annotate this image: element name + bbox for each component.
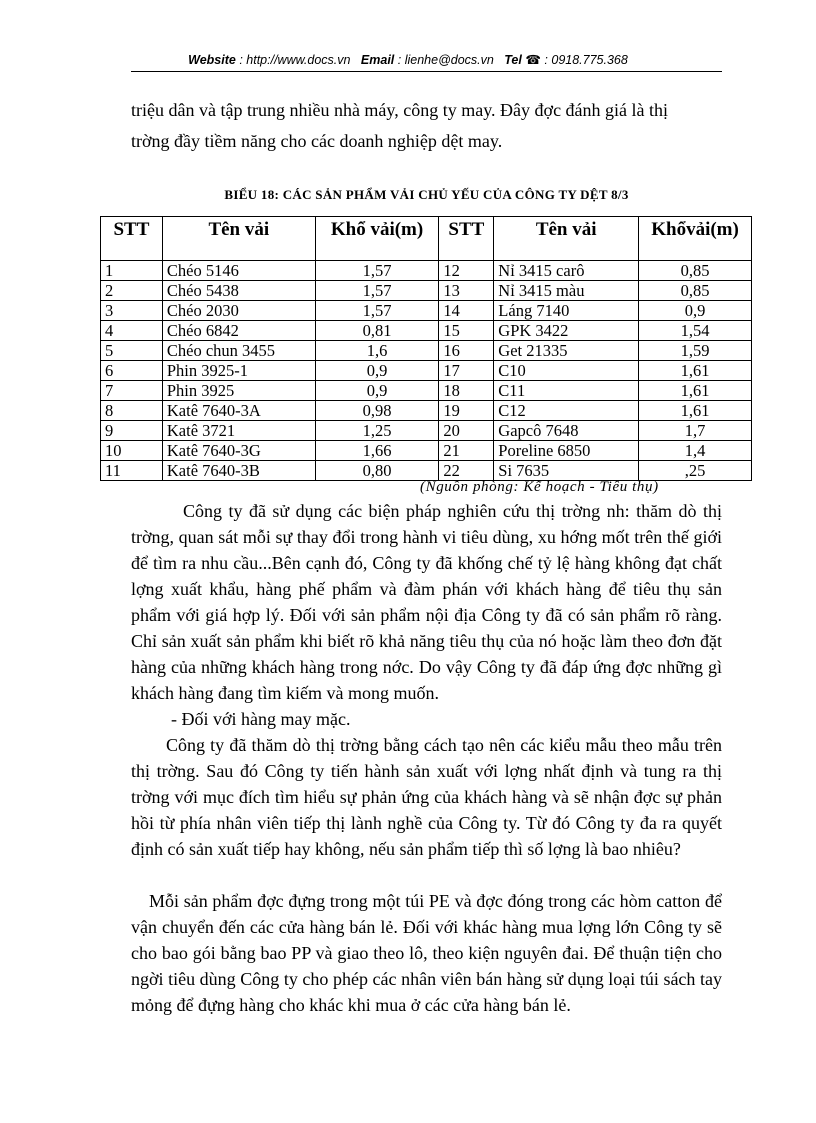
cell-fabric-name: Chéo 2030 [162,301,315,321]
table-row [101,281,752,301]
cell-width-2: 1,7 [639,421,752,441]
cell-fabric-name-2: Láng 7140 [494,301,639,321]
table-row [101,381,752,401]
cell-fabric-name-2: Gapcô 7648 [494,421,639,441]
cell-stt: 1 [101,261,163,281]
table-row [101,421,752,441]
cell-stt: 7 [101,381,163,401]
cell-width: 1,57 [315,301,439,321]
cell-fabric-name: Chéo 5438 [162,281,315,301]
col-header-width-2: Khổvải(m) [639,217,752,261]
table-row [101,261,752,281]
cell-stt: 8 [101,401,163,421]
cell-width-2: 1,61 [639,381,752,401]
cell-stt-2: 17 [439,361,494,381]
cell-stt-2: 22 [439,461,494,481]
cell-stt-2: 13 [439,281,494,301]
cell-stt-2: 12 [439,261,494,281]
cell-fabric-name: Phin 3925 [162,381,315,401]
fabric-products-table [100,216,752,481]
table-header-row [101,217,752,261]
body-paragraph-market-testing: Công ty đã thăm dò thị trờng bằng cách tạo nên các kiểu mẫu theo mẫu trên thị trờng. Sau đó Công ty tiến hành sản xuất với lợng nhất định và tung ra thị trờng với mục đích tìm hiểu sự phản ứng của khách hàng và sẽ nhận đợc sự phản hồi từ phía nhân viên tiếp thị lành nghề của Công ty. Từ đó Công ty đa ra quyết định có sản xuất tiếp hay không, nếu sản phẩm tiếp thì số lợng là bao nhiêu? [131,735,722,859]
email-label: Email [360,53,395,67]
cell-width-2: 1,4 [639,441,752,461]
cell-stt: 4 [101,321,163,341]
table-row [101,401,752,421]
cell-width: 0,98 [315,401,439,421]
table-row [101,321,752,341]
col-header-fabric-name-2: Tên vải [494,217,639,261]
cell-stt: 9 [101,421,163,441]
cell-fabric-name: Katê 3721 [162,421,315,441]
table-row [101,301,752,321]
col-header-fabric-name: Tên vải [162,217,315,261]
cell-fabric-name-2: C11 [494,381,639,401]
intro-line-1: triệu dân và tập trung nhiều nhà máy, công ty may. Đây đợc đánh giá là thị [131,100,669,120]
website-label: Website [188,53,236,67]
cell-fabric-name-2: Poreline 6850 [494,441,639,461]
cell-width-2: 0,85 [639,281,752,301]
cell-width: 1,6 [315,341,439,361]
cell-width: 1,57 [315,281,439,301]
cell-stt-2: 14 [439,301,494,321]
tel-value: : 0918.775.368 [544,53,628,67]
cell-fabric-name-2: Nỉ 3415 carô [494,261,639,281]
cell-fabric-name-2: GPK 3422 [494,321,639,341]
cell-fabric-name: Phin 3925-1 [162,361,315,381]
cell-fabric-name: Chéo 6842 [162,321,315,341]
cell-width-2: ,25 [639,461,752,481]
cell-width-2: 1,59 [639,341,752,361]
cell-stt-2: 18 [439,381,494,401]
cell-fabric-name: Katê 7640-3A [162,401,315,421]
cell-width: 0,81 [315,321,439,341]
cell-width-2: 0,9 [639,301,752,321]
page-header [0,52,816,67]
cell-width: 1,57 [315,261,439,281]
cell-width-2: 1,54 [639,321,752,341]
cell-stt: 2 [101,281,163,301]
cell-stt-2: 15 [439,321,494,341]
table-caption: BIỂU 18: CÁC SẢN PHẨM VẢI CHỦ YẾU CỦA CÔNG TY DỆT 8/3 [224,187,629,202]
cell-width: 1,66 [315,441,439,461]
body-paragraph-garment-heading: - Đối với hàng may mặc. [171,709,351,729]
cell-width: 1,25 [315,421,439,441]
cell-stt: 3 [101,301,163,321]
cell-stt: 11 [101,461,163,481]
cell-width-2: 1,61 [639,401,752,421]
cell-width: 0,80 [315,461,439,481]
cell-stt-2: 19 [439,401,494,421]
website-value[interactable]: : http://www.docs.vn [239,53,351,67]
cell-fabric-name: Katê 7640-3G [162,441,315,461]
cell-stt-2: 16 [439,341,494,361]
cell-fabric-name-2: C10 [494,361,639,381]
cell-stt-2: 21 [439,441,494,461]
col-header-stt: STT [101,217,163,261]
cell-fabric-name: Katê 7640-3B [162,461,315,481]
cell-fabric-name-2: C12 [494,401,639,421]
cell-stt: 6 [101,361,163,381]
tel-label: Tel [504,53,522,67]
cell-stt-2: 20 [439,421,494,441]
body-paragraph-research: Công ty đã sử dụng các biện pháp nghiên cứu thị trờng nh: thăm dò thị trờng, quan sát mỗi sự thay đổi trong hành vi tiêu dùng, xu hớng mốt trên thế giới để tìm ra nhu cầu...Bên cạnh đó, Công ty đã khống chế tỷ lệ hàng không đạt chất lợng xuất khẩu, hàng phế phẩm và đàm phán với khách hàng để tiêu thụ sản phẩm với giá hợp lý. Đối với sản phẩm nội địa Công ty đã có sản phẩm rõ ràng. Chỉ sản xuất sản phẩm khi biết rõ khả năng tiêu thụ của nó hoặc làm theo đơn đặt hàng của những khách hàng trong nớc. Do vậy Công ty đã đáp ứng đợc những gì khách hàng đang tìm kiếm và mong muốn. [131,501,722,703]
table-source-note: (Nguồn phòng: Kế hoạch - Tiêu thụ) [420,479,659,495]
table-row [101,441,752,461]
email-value[interactable]: : lienhe@docs.vn [397,53,494,67]
cell-width: 0,9 [315,361,439,381]
cell-width-2: 0,85 [639,261,752,281]
cell-stt: 10 [101,441,163,461]
body-paragraph-packaging: Mỗi sản phẩm đợc đựng trong một túi PE và đợc đóng trong các hòm catton để vận chuyển đến các cửa hàng bán lẻ. Đối với khác hàng mua lợng lớn Công ty sẽ cho bao gói bằng bao PP và giao theo lô, theo kiện nguyên đai. Để thuận tiện cho ngời tiêu dùng Công ty cho phép các nhân viên bán hàng sử dụng loại túi sách tay mỏng để đựng hàng cho khác khi mua ở các cửa hàng bán lẻ. [131,891,722,1015]
cell-fabric-name-2: Get 21335 [494,341,639,361]
cell-fabric-name-2: Si 7635 [494,461,639,481]
cell-width: 0,9 [315,381,439,401]
table-row [101,341,752,361]
cell-fabric-name: Chéo chun 3455 [162,341,315,361]
cell-fabric-name: Chéo 5146 [162,261,315,281]
cell-fabric-name-2: Nỉ 3415 màu [494,281,639,301]
col-header-stt-2: STT [439,217,494,261]
table-row [101,461,752,481]
intro-line-2: trờng đầy tiềm năng cho các doanh nghiệp dệt may. [131,131,503,151]
cell-stt: 5 [101,341,163,361]
header-divider [131,71,722,72]
cell-width-2: 1,61 [639,361,752,381]
table-row [101,361,752,381]
phone-icon: ☎ [525,53,541,67]
col-header-width: Khổ vải(m) [315,217,439,261]
